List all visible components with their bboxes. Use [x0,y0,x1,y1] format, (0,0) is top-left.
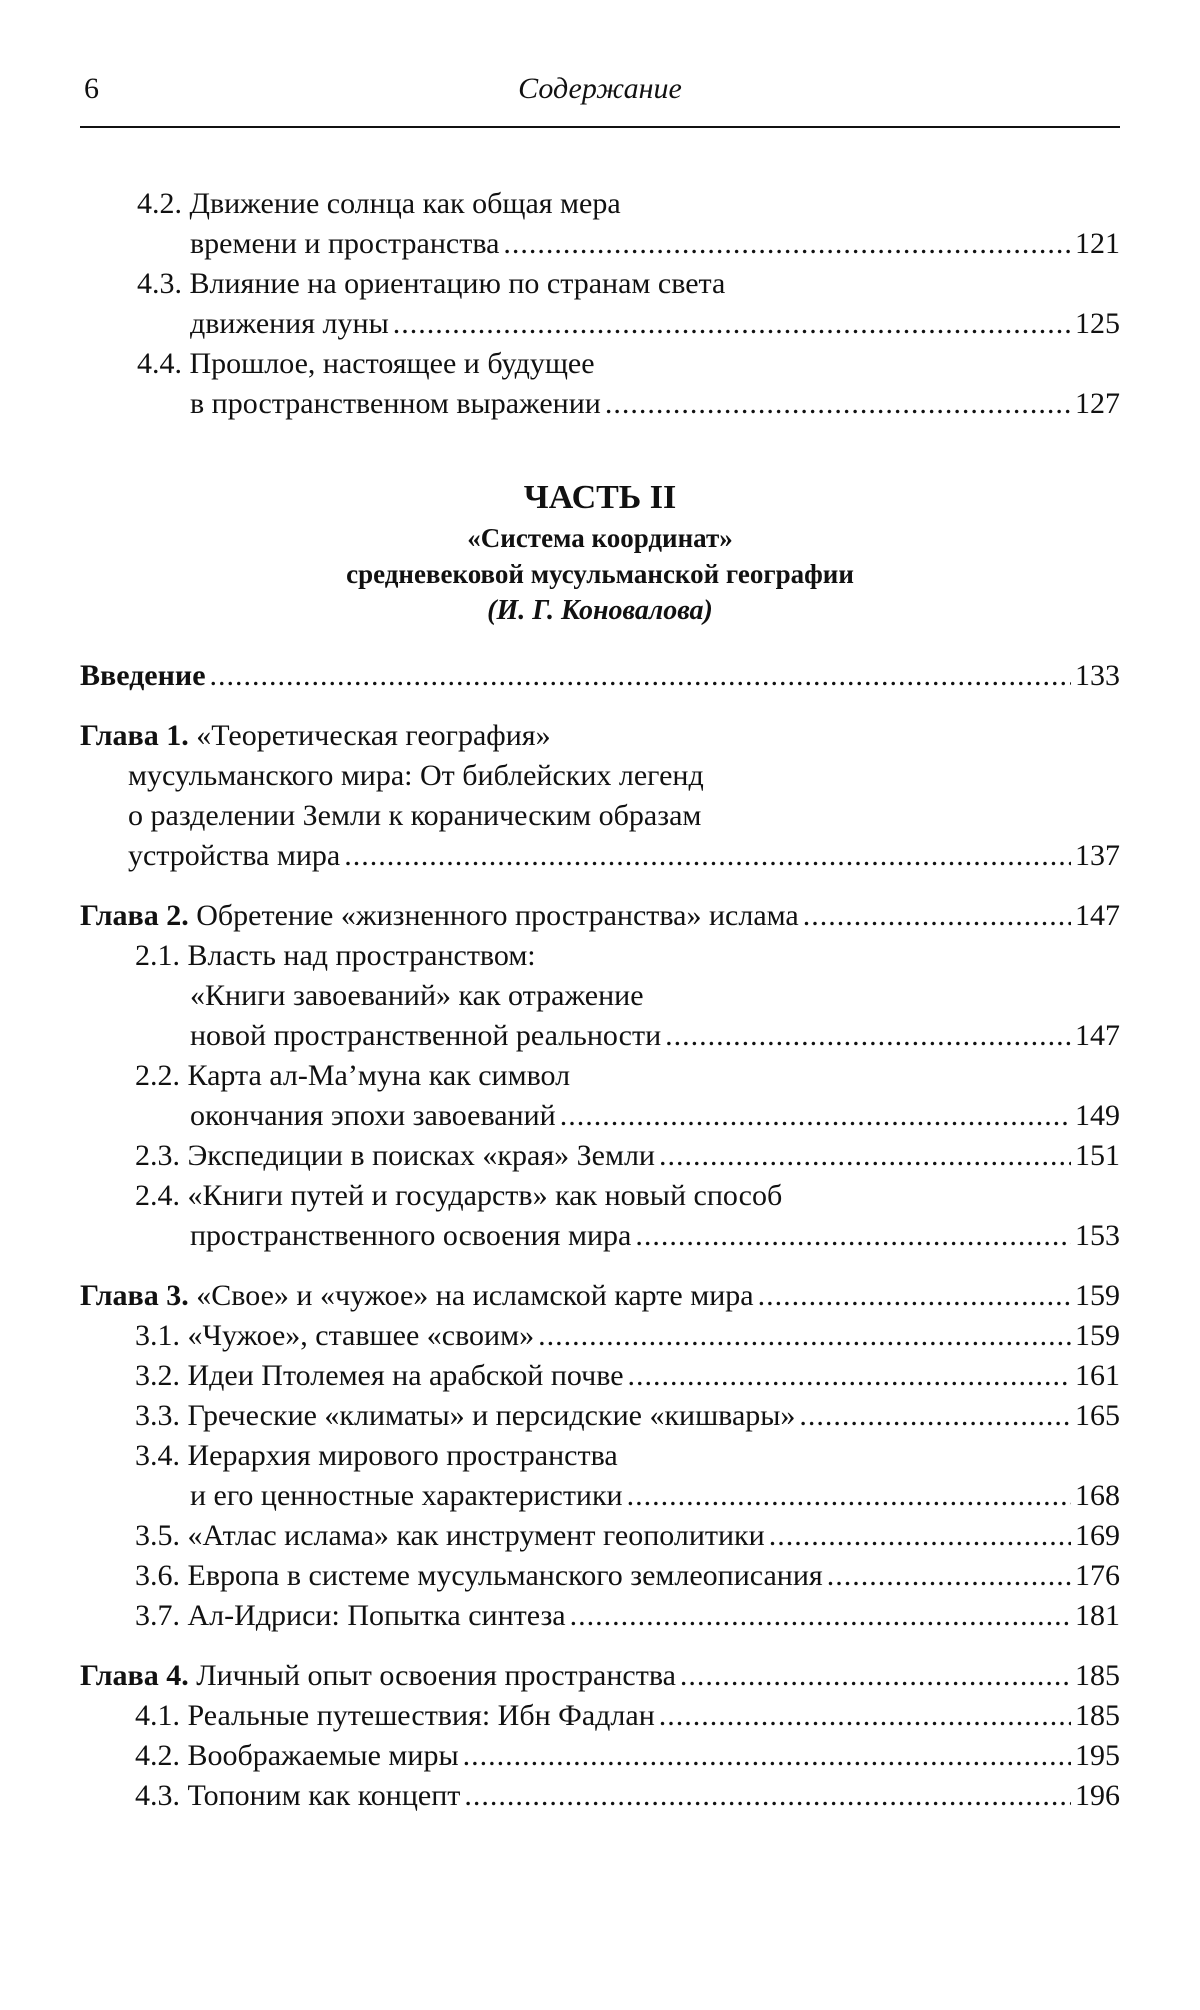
table-of-contents [80,184,1120,1816]
toc-entry-2-1-line2: «Книги завоеваний» как отражение [190,979,644,1012]
chapter-1-line3: о разделении Земли к кораническим образам [128,799,702,832]
toc-entry-2-4-line1: 2.4. «Книги путей и государств» как новый способ [135,1179,783,1212]
page-ref: 159 [1075,1279,1120,1312]
part-label: ЧАСТЬ II [523,479,677,516]
page-ref: 176 [1075,1559,1120,1592]
toc-entry-3-4[interactable]: и его ценностные характеристики ..... 168 [80,1476,1120,1516]
toc-entry-4-2[interactable]: времени и пространства ..... 121 [80,224,1120,264]
toc-entry-4-1-b[interactable]: 4.1. Реальные путешествия: Ибн Фадлан ..... 185 [80,1696,1120,1736]
page-ref: 133 [1075,659,1120,692]
toc-entry-3-6[interactable]: 3.6. Европа в системе мусульманского землеописания ..... 176 [80,1556,1120,1596]
toc-entry-4-3-line1: 4.3. Влияние на ориентацию по странам света [137,267,726,300]
page-ref: 169 [1075,1519,1120,1552]
toc-entry-3-4-line1: 3.4. Иерархия мирового пространства [135,1439,618,1472]
toc-entry-4-4-line1: 4.4. Прошлое, настоящее и будущее [137,347,595,380]
page-ref: 196 [1075,1779,1120,1812]
part-heading [80,476,1120,630]
toc-entry-4-2-b[interactable]: 4.2. Воображаемые миры ..... 195 [80,1736,1120,1776]
book-page [80,0,1120,1816]
page-ref: 149 [1075,1099,1120,1132]
toc-entry-3-1[interactable]: 3.1. «Чужое», ставшее «своим» ..... 159 [80,1316,1120,1356]
toc-entry-3-5[interactable]: 3.5. «Атлас ислама» как инструмент геополитики ..... 169 [80,1516,1120,1556]
running-title: Содержание [518,72,682,105]
page-ref: 151 [1075,1139,1120,1172]
page-ref: 125 [1075,307,1120,340]
page-number: 6 [84,72,99,105]
page-ref: 165 [1075,1399,1120,1432]
toc-entry-chapter-4[interactable]: Глава 4. Личный опыт освоения пространства ..... 185 [80,1656,1120,1696]
page-ref: 159 [1075,1319,1120,1352]
page-ref: 195 [1075,1739,1120,1772]
page-ref: 147 [1075,899,1120,932]
page-ref: 181 [1075,1599,1120,1632]
toc-entry-2-1-line1: 2.1. Власть над пространством: [135,939,536,972]
toc-entry-2-1[interactable]: новой пространственной реальности ..... 147 [80,1016,1120,1056]
toc-entry-intro[interactable]: Введение ..... 133 [80,656,1120,696]
toc-entry-3-3[interactable]: 3.3. Греческие «климаты» и персидские «кишвары» ..... 165 [80,1396,1120,1436]
toc-entry-chapter-3[interactable]: Глава 3. «Свое» и «чужое» на исламской карте мира ..... 159 [80,1276,1120,1316]
toc-entry-2-2-line1: 2.2. Карта ал-Ма’муна как символ [135,1059,571,1092]
part-title-line1: «Система координат» [467,523,733,553]
toc-entry-4-3[interactable]: движения луны ..... 125 [80,304,1120,344]
toc-entry-2-2[interactable]: окончания эпохи завоеваний ..... 149 [80,1096,1120,1136]
toc-entry-4-3-b[interactable]: 4.3. Топоним как концепт ..... 196 [80,1776,1120,1816]
page-ref: 185 [1075,1659,1120,1692]
page-ref: 127 [1075,387,1120,420]
page-ref: 185 [1075,1699,1120,1732]
part-author: (И. Г. Коновалова) [487,595,713,626]
toc-entry-4-2-line1: 4.2. Движение солнца как общая мера [137,187,621,220]
toc-entry-chapter-2[interactable]: Глава 2. Обретение «жизненного пространства» ислама ..... 147 [80,896,1120,936]
chapter-1-line1: Глава 1. «Теоретическая география» [80,719,551,752]
toc-entry-3-2[interactable]: 3.2. Идеи Птолемея на арабской почве ..... 161 [80,1356,1120,1396]
page-ref: 168 [1075,1479,1120,1512]
page-ref: 153 [1075,1219,1120,1252]
page-ref: 137 [1075,839,1120,872]
toc-entry-3-7[interactable]: 3.7. Ал-Идриси: Попытка синтеза ..... 181 [80,1596,1120,1636]
page-ref: 121 [1075,227,1120,260]
toc-entry-chapter-1[interactable]: устройства мира ..... 137 [80,836,1120,876]
toc-entry-4-4[interactable]: в пространственном выражении ..... 127 [80,384,1120,424]
toc-entry-2-4[interactable]: пространственного освоения мира ..... 153 [80,1216,1120,1256]
page-ref: 161 [1075,1359,1120,1392]
chapter-1-line2: мусульманского мира: От библейских легенд [128,759,704,792]
header-rule [80,126,1120,128]
toc-entry-2-3[interactable]: 2.3. Экспедиции в поисках «края» Земли ..... 151 [80,1136,1120,1176]
page-ref: 147 [1075,1019,1120,1052]
page-header [80,0,1120,130]
part-title-line2: средневековой мусульманской географии [346,559,854,589]
